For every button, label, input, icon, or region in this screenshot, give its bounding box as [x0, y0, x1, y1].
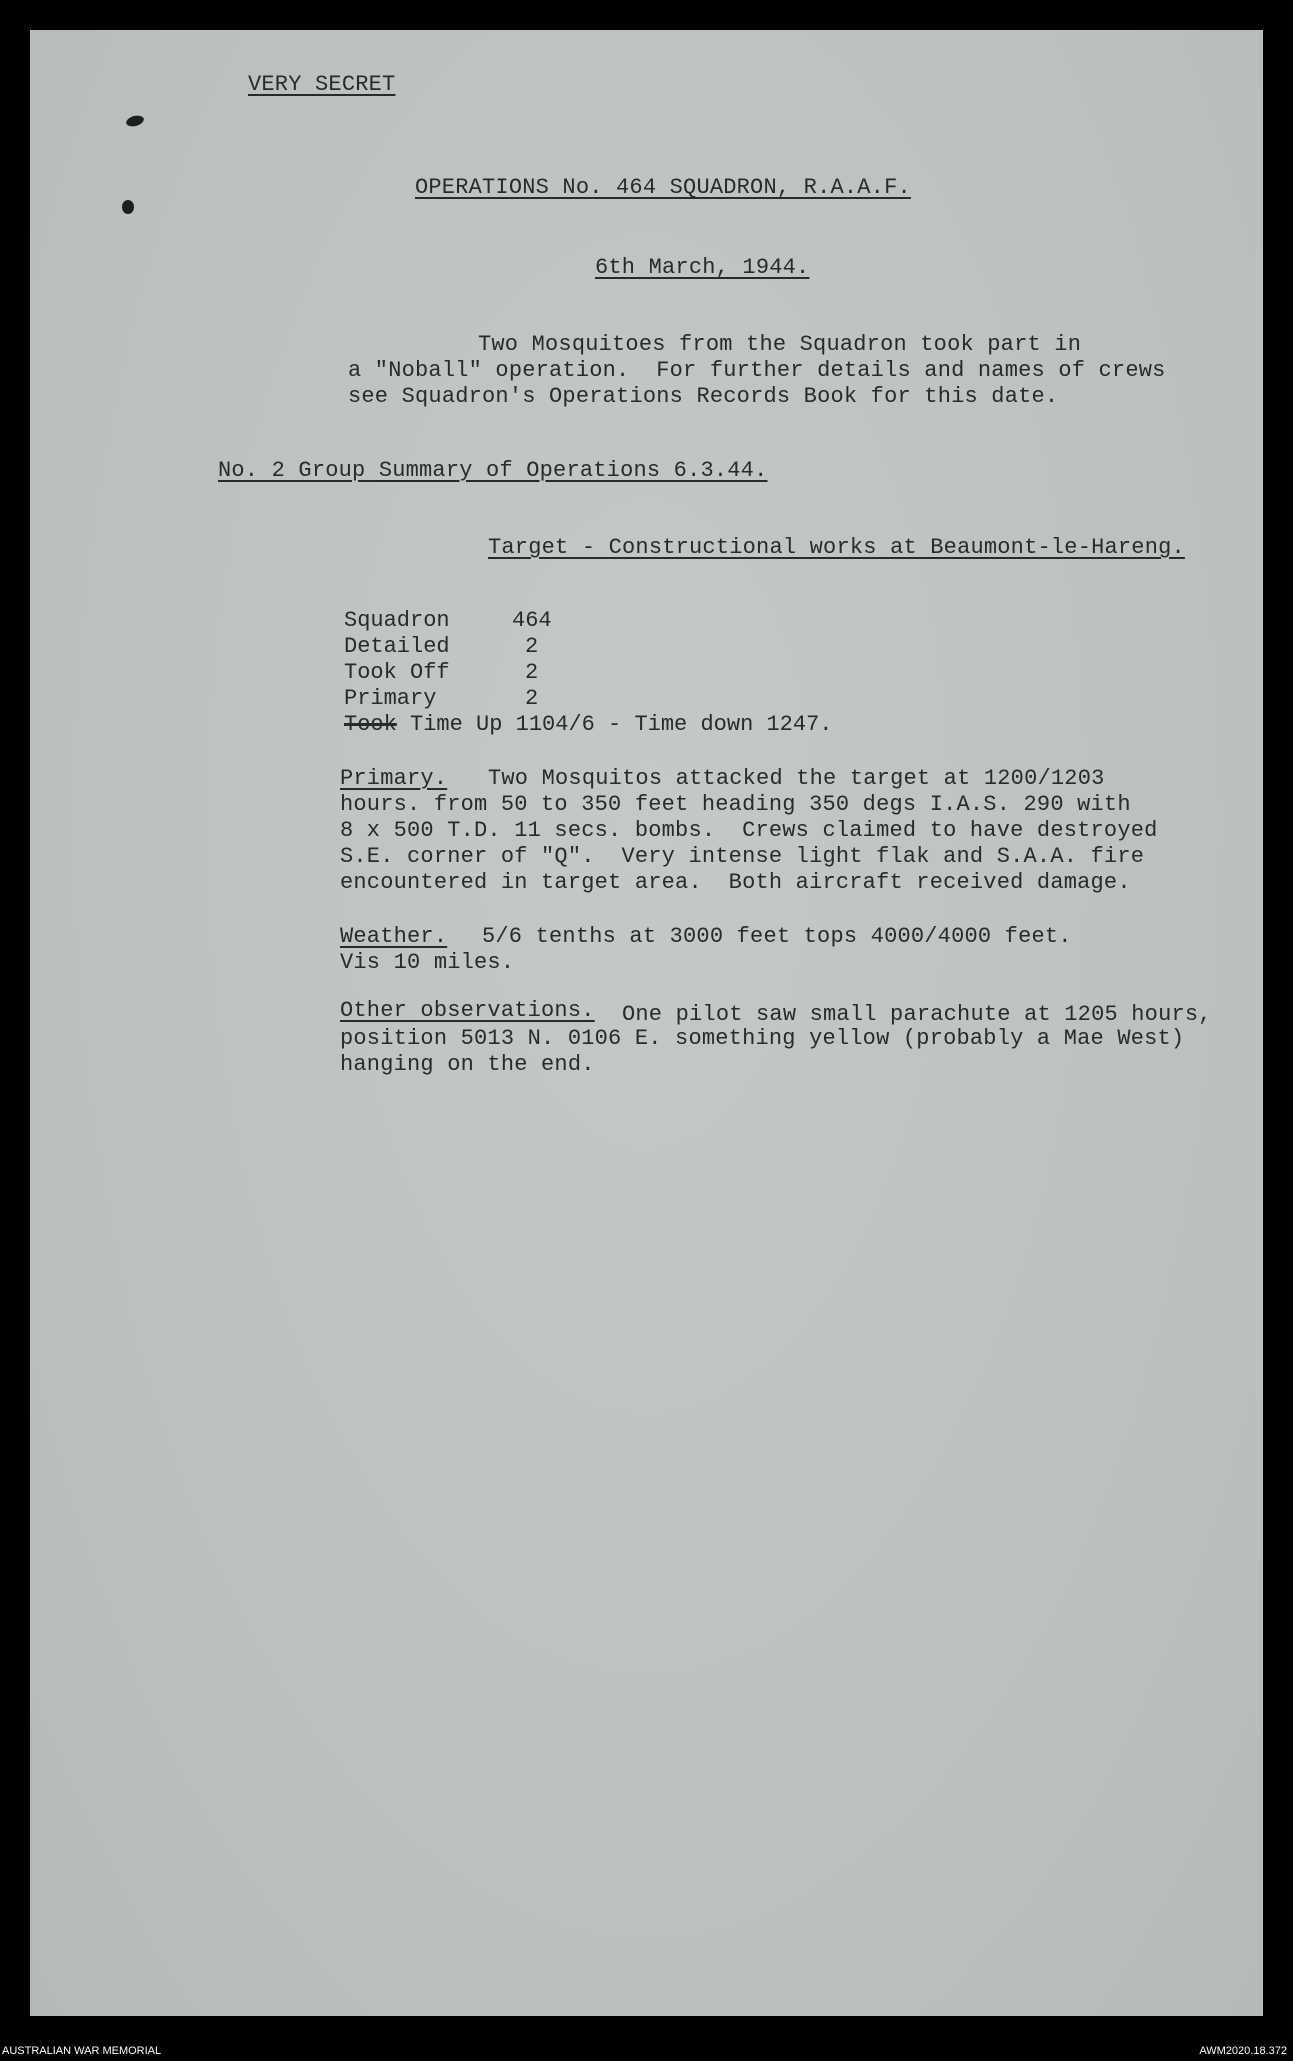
- document-date: 6th March, 1944.: [595, 255, 810, 280]
- document-page: [30, 30, 1263, 2016]
- primary-line-4: S.E. corner of "Q". Very intense light flak and S.A.A. fire: [340, 844, 1145, 869]
- intro-line-3: see Squadron's Operations Records Book for this date.: [348, 384, 1059, 409]
- table-label: Primary: [344, 686, 437, 711]
- target-heading: Target - Constructional works at Beaumont-le-Hareng.: [488, 535, 1185, 560]
- table-row-squadron: [344, 608, 552, 634]
- table-label: Took Off: [344, 660, 450, 685]
- footer-left-credit: AUSTRALIAN WAR MEMORIAL: [2, 2045, 162, 2057]
- primary-line-3: 8 x 500 T.D. 11 secs. bombs. Crews claimed to have destroyed: [340, 818, 1158, 843]
- table-value: 2: [525, 634, 539, 659]
- document-title: OPERATIONS No. 464 SQUADRON, R.A.A.F.: [415, 175, 911, 200]
- primary-line-5: encountered in target area. Both aircraft received damage.: [340, 870, 1131, 895]
- primary-line-1: Two Mosquitos attacked the target at 1200/1203: [488, 766, 1105, 791]
- table-label: Squadron: [344, 608, 450, 633]
- primary-line-2: hours. from 50 to 350 feet heading 350 degs I.A.S. 290 with: [340, 792, 1131, 817]
- table-value: 2: [525, 686, 539, 711]
- other-observations-heading: Other observations.: [340, 998, 595, 1023]
- table-value: 2: [525, 660, 539, 685]
- summary-heading: No. 2 Group Summary of Operations 6.3.44.: [218, 458, 768, 483]
- other-line-2: position 5013 N. 0106 E. something yellow (probably a Mae West): [340, 1026, 1185, 1051]
- footer-right-id: AWM2020.18.372: [1199, 2045, 1287, 2057]
- table-row-took-off: [344, 660, 538, 686]
- other-line-1: One pilot saw small parachute at 1205 hours,: [622, 1002, 1212, 1027]
- table-value: 464: [512, 608, 552, 633]
- table-label: Detailed: [344, 634, 450, 659]
- weather-line-1: 5/6 tenths at 3000 feet tops 4000/4000 feet.: [482, 924, 1072, 949]
- classification-label: VERY SECRET: [248, 72, 396, 97]
- other-line-3: hanging on the end.: [340, 1052, 595, 1077]
- intro-line-2: a "Noball" operation. For further details and names of crews: [348, 358, 1166, 383]
- time-line: [344, 712, 832, 738]
- primary-heading: Primary.: [340, 766, 448, 791]
- time-text: Time Up 1104/6 - Time down 1247.: [410, 712, 833, 737]
- time-struck-word: Took: [344, 712, 397, 737]
- weather-heading: Weather.: [340, 924, 448, 949]
- punch-hole-top: [125, 114, 145, 128]
- punch-hole-bottom: [122, 200, 134, 214]
- table-row-detailed: [344, 634, 538, 660]
- weather-line-2: Vis 10 miles.: [340, 950, 515, 975]
- intro-line-1: Two Mosquitoes from the Squadron took part in: [478, 332, 1082, 357]
- table-row-primary: [344, 686, 538, 712]
